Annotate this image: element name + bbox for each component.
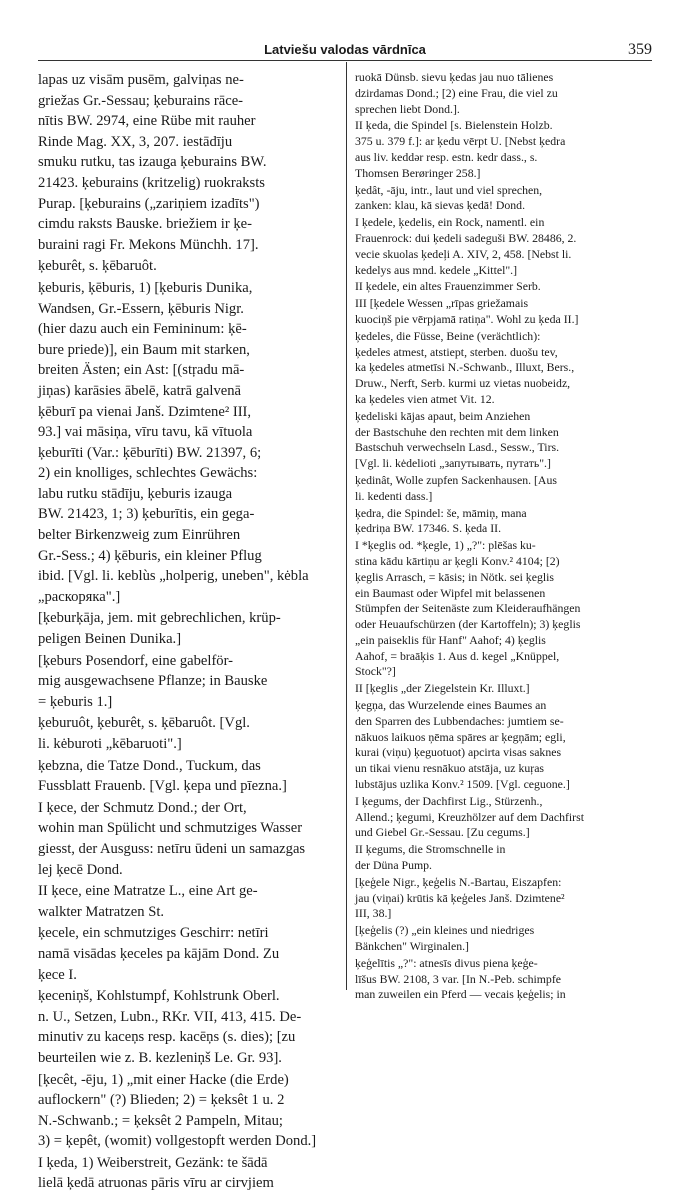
dictionary-entry — [38, 70, 338, 255]
column-divider — [346, 62, 347, 990]
entry-line: [ķeģelis (?) „ein kleines und niedriges — [355, 923, 535, 938]
entry-line: Fussblatt Frauenb. [Vgl. ķepa und pīezna.] — [38, 778, 287, 795]
entry-line: II ķegums, die Stromschnelle in — [355, 842, 506, 857]
entry-line: BW. 21423, 1; 3) ķeburītis, ein gega- — [38, 506, 255, 523]
entry-line: Purap. [ķeburains („zariņiem izadīts") — [38, 195, 260, 212]
entry-line: I ķegums, der Dachfirst Lig., Stürzenh., — [355, 793, 543, 808]
entry-line: kurai (viņu) ķeguotuot) apcirta visas saknes — [355, 745, 562, 760]
entry-line: nākuos laikuos ņēma spāres ar ķegņām; egli, — [355, 729, 566, 744]
entry-line: jiņas) karāsies ābelē, katrā galvenā — [38, 382, 241, 399]
entry-line: oder Heuaufschürzen (der Kartoffeln); 3) ķeglis — [355, 617, 581, 632]
dictionary-entry — [355, 215, 652, 278]
entry-line: I *ķeglis od. *ķegle, 1) „?": plēšas ku- — [355, 538, 536, 553]
dictionary-entry — [355, 296, 652, 328]
entry-line: peligen Beinen Dunika.] — [38, 631, 182, 648]
entry-line: II ķedele, ein altes Frauenzimmer Serb. — [355, 279, 541, 294]
entry-line: un tikai vienu resnākuo atstāja, uz kuŗas — [355, 761, 545, 776]
entry-line: und Giebel Gr.-Sessau. [Zu cegums.] — [355, 825, 530, 840]
entry-line: griežas Gr.-Sessau; ķeburains rāce- — [38, 92, 244, 109]
running-title: Latviešu valodas vārdnīca — [264, 42, 426, 57]
dictionary-entry — [355, 473, 652, 505]
dictionary-entry — [38, 1070, 338, 1152]
entry-line: II [ķeglis „der Ziegelstein Kr. Illuxt.] — [355, 681, 530, 696]
dictionary-entry — [38, 608, 338, 649]
entry-line: [ķeģele Nigr., ķeģelis N.-Bartau, Eiszapfen: — [355, 874, 562, 889]
entry-line: lielā ķedā atruonas pāris vīru ar cirvjiem — [38, 1175, 274, 1192]
entry-line: N.-Schwanb.; = ķeksêt 2 Pampeln, Mitau; — [38, 1112, 283, 1129]
entry-line: [Vgl. li. kėdelioti „запутывать, путать".] — [355, 456, 551, 471]
entry-line: Bänkchen" Wirginalen.] — [355, 939, 469, 954]
entry-line: smuku rutku, tas izauga ķeburains BW. — [38, 154, 267, 171]
entry-line: Stümpfen der Seitenäste zum Kleideraufhängen — [355, 601, 581, 616]
entry-line: der Düna Pump. — [355, 858, 432, 873]
entry-line: Rinde Mag. XX, 3, 207. iestādīju — [38, 133, 233, 150]
left-column — [38, 70, 338, 1195]
entry-line: ķedeliski kājas apaut, beim Anziehen — [355, 408, 531, 423]
dictionary-entry — [355, 794, 652, 841]
entry-line: ka ķedeles vien atmet Vit. 12. — [355, 391, 495, 406]
entry-line: cimdu raksts Bauske. briežiem ir ķe- — [38, 216, 252, 233]
entry-line: 375 u. 379 f.]: ar ķedu vērpt U. [Nebst ķedra — [355, 134, 566, 149]
dictionary-entry — [355, 409, 652, 472]
entry-line: ķeģelītis „?": atnesīs divus piena ķeģe- — [355, 955, 538, 970]
entry-line: vecie skuolas ķedeļi A. XIV, 2, 458. [Nebst li. — [355, 246, 572, 261]
entry-line: ķedra, die Spindel: še, māmiņ, mana — [355, 505, 527, 520]
entry-line: kedelys aus mnd. kedele „Kittel".] — [355, 262, 518, 277]
entry-line: Wandsen, Gr.-Essern, ķēburis Nigr. — [38, 300, 244, 317]
entry-line: I ķeda, 1) Weiberstreit, Gezänk: te šādā — [38, 1154, 268, 1171]
dictionary-entry — [355, 70, 652, 117]
dictionary-entry — [38, 756, 338, 797]
entry-line: ķedeles, die Füsse, Beine (verächtlich): — [355, 328, 541, 343]
entry-line: ķecele, ein schmutziges Geschirr: netīri — [38, 925, 269, 942]
dictionary-entry — [355, 183, 652, 215]
entry-line: sprechen liebt Dond.]. — [355, 101, 460, 116]
entry-line: ķeceniņš, Kohlstumpf, Kohlstrunk Oberl. — [38, 988, 280, 1005]
entry-line: ķeglis Arrasch, = kāsis; in Nötk. sei ķeglis — [355, 569, 554, 584]
entry-line: ein Baumast oder Wipfel mit belassenen — [355, 585, 546, 600]
entry-line: belter Birkenzweig zum Einrühren — [38, 527, 241, 544]
dictionary-entry — [38, 256, 338, 277]
entry-line: ķedeles atmest, atstiept, sterben. duošu tev, — [355, 344, 558, 359]
entry-line: bure priede)], ein Baum mit starken, — [38, 341, 250, 358]
entry-line: „раскоряка".] — [38, 588, 121, 605]
dictionary-entry — [38, 798, 338, 880]
dictionary-entry — [38, 278, 338, 608]
entry-line: ķeburuôt, ķeburêt, s. ķēbaruôt. [Vgl. — [38, 715, 250, 732]
dictionary-entry — [355, 506, 652, 538]
dictionary-entry — [355, 279, 652, 295]
entry-line: giesst, der Ausguss: netīru ūdeni un samazgas — [38, 840, 306, 857]
dictionary-entry — [355, 329, 652, 408]
entry-line: ķegņa, das Wurzelende eines Baumes an — [355, 698, 547, 713]
entry-line: labu rutku stādīju, ķeburis izauga — [38, 485, 233, 502]
page-number: 359 — [628, 41, 652, 58]
dictionary-entry — [355, 956, 652, 1003]
dictionary-entry — [355, 842, 652, 874]
entry-line: stina kādu kārtiņu ar ķegli Konv.² 4104; [2) — [355, 553, 560, 568]
entry-line: namā visādas ķeceles pa kājām Dond. Zu — [38, 945, 280, 962]
entry-line: 3) = ķepêt, (womit) vollgestopft werden Dond.] — [38, 1133, 317, 1150]
entry-line: lej ķecē Dond. — [38, 861, 123, 878]
header-rule — [38, 60, 652, 61]
entry-line: lubstājus uzlika Konv.² 1509. [Vgl. ceguone.] — [355, 777, 570, 792]
entry-line: I ķece, der Schmutz Dond.; der Ort, — [38, 799, 247, 816]
entry-line: ķeburis, ķēburis, 1) [ķeburis Dunika, — [38, 279, 253, 296]
entry-line: nītis BW. 2974, eine Rübe mit rauher — [38, 113, 256, 130]
entry-line: [ķeburķāja, jem. mit gebrechlichen, krüp- — [38, 610, 281, 627]
entry-line: ķebzna, die Tatze Dond., Tuckum, das — [38, 757, 261, 774]
entry-line: man zuweilen ein Pferd — vecais ķeģelis; in — [355, 987, 566, 1002]
entry-line: 2) ein knolliges, schlechtes Gewächs: — [38, 465, 258, 482]
entry-line: Aahof, = braāķis 1. Aus d. kegel „Knüppel, — [355, 648, 560, 663]
entry-line: auflockern" (?) Blieden; 2) = ķeksêt 1 u. 2 — [38, 1092, 285, 1109]
entry-line: mig ausgewachsene Pflanze; in Bauske — [38, 673, 268, 690]
entry-line: = ķeburis 1.] — [38, 693, 113, 710]
entry-line: der Bastschuhe den rechten mit dem linken — [355, 424, 559, 439]
entry-line: ibid. [Vgl. li. keblùs „holperig, uneben", kėbla — [38, 568, 309, 585]
entry-line: den Sparren des Lubbendaches: jumtiem se- — [355, 713, 564, 728]
entry-line: II ķeda, die Spindel [s. Bielenstein Holzb. — [355, 118, 553, 133]
entry-line: ruokā Dünsb. sievu ķedas jau nuo tālienes — [355, 70, 554, 84]
dictionary-entry — [355, 118, 652, 181]
dictionary-entry — [38, 713, 338, 754]
dictionary-entry — [38, 651, 338, 713]
page-header — [38, 38, 652, 60]
entry-line: li. kedenti dass.] — [355, 488, 433, 503]
entry-line: 93.] vai māsiņa, vīru tavu, kā vītuola — [38, 424, 253, 441]
entry-line: ķedinât, Wolle zupfen Sackenhausen. [Aus — [355, 472, 557, 487]
dictionary-entry — [355, 698, 652, 793]
entry-line: kuociņš pie vērpjamā ratiņa". Wohl zu ķeda II.] — [355, 311, 579, 326]
entry-line: wohin man Spülicht und schmutziges Wasser — [38, 820, 303, 837]
entry-line: ķedât, -āju, intr., laut und viel sprechen, — [355, 182, 543, 197]
entry-line: n. U., Setzen, Lubn., RKr. VII, 413, 415. De- — [38, 1008, 302, 1025]
dictionary-entry — [38, 986, 338, 1068]
entry-line: breiten Ästen; ein Ast: [(stŗadu mā- — [38, 362, 245, 379]
entry-line: līšus BW. 2108, 3 var. [In N.-Peb. schimpfe — [355, 971, 561, 986]
dictionary-entry — [355, 538, 652, 680]
entry-line: Frauenrock: dui ķedeli sadeguši BW. 28486, 2. — [355, 230, 577, 245]
entry-line: Bastschuh verwechseln Lasd., Sessw., Tirs. — [355, 440, 560, 455]
entry-line: lapas uz visām pusēm, galviņas ne- — [38, 72, 244, 88]
dictionary-entry — [38, 881, 338, 922]
right-column — [355, 70, 652, 1004]
entry-line: ka ķedeles atmetīsi N.-Schwanb., Illuxt, Bers., — [355, 360, 575, 375]
entry-line: beurteilen wie z. B. kezleniņš Le. Gr. 93]. — [38, 1049, 282, 1066]
entry-line: Allend.; ķegumi, Kreuzhölzer auf dem Dachfirst — [355, 809, 584, 824]
entry-line: Gr.-Sess.; 4) ķēburis, ein kleiner Pflug — [38, 547, 262, 564]
dictionary-entry — [355, 875, 652, 922]
entry-line: jau (viņai) krūtis kā ķeģeles Janš. Dzimtene² — [355, 890, 565, 905]
entry-line: li. kėburoti „kēbaruoti".] — [38, 736, 182, 752]
dictionary-entry — [38, 923, 338, 985]
dictionary-entry — [355, 681, 652, 697]
entry-line: ķeburêt, s. ķēbaruôt. — [38, 258, 157, 275]
dictionary-entry — [38, 1153, 338, 1194]
entry-line: walkter Matratzen St. — [38, 903, 165, 920]
entry-line: I ķedele, ķedelis, ein Rock, namentl. ein — [355, 215, 545, 230]
entry-line: 21423. ķeburains (kritzelig) ruokraksts — [38, 174, 265, 191]
entry-line: ķeburīti (Var.: ķēburīti) BW. 21397, 6; — [38, 444, 262, 461]
entry-line: [ķeburs Posendorf, eine gabelför- — [38, 652, 234, 669]
entry-line: III, 38.] — [355, 906, 392, 921]
entry-line: II ķece, eine Matratze L., eine Art ge- — [38, 883, 258, 900]
entry-line: aus liv. keddǝr resp. estn. kedr dass., s. — [355, 149, 538, 164]
entry-line: ķece I. — [38, 966, 77, 983]
entry-line: Thomsen Berøringer 258.] — [355, 165, 481, 180]
entry-line: Druw., Nerft, Serb. kurmi uz vietas nuobeidz, — [355, 376, 571, 391]
entry-line: ķēburī pa vienai Janš. Dzimtene² III, — [38, 403, 252, 420]
entry-line: ķedriņa BW. 17346. S. ķeda II. — [355, 521, 502, 536]
entry-line: minutiv zu kaceņs resp. kacēņs (s. dies); [zu — [38, 1029, 296, 1046]
entry-line: dzirdamas Dond.; [2) eine Frau, die viel zu — [355, 85, 558, 100]
entry-line: „ein paiseklis für Hanf" Aahof; 4) ķeglis — [355, 632, 546, 647]
dictionary-entry — [355, 923, 652, 955]
entry-line: buraini ragi Fr. Mekons Münchh. 17]. — [38, 236, 259, 253]
entry-line: (hier dazu auch ein Femininum: ķē- — [38, 321, 247, 338]
entry-line: III [ķedele Wessen „rīpas griežamais — [355, 296, 529, 311]
entry-line: Stock"?] — [355, 664, 396, 679]
entry-line: zanken: klau, kā sievas ķedā! Dond. — [355, 198, 526, 213]
entry-line: [ķecêt, -ēju, 1) „mit einer Hacke (die Erde) — [38, 1071, 289, 1088]
